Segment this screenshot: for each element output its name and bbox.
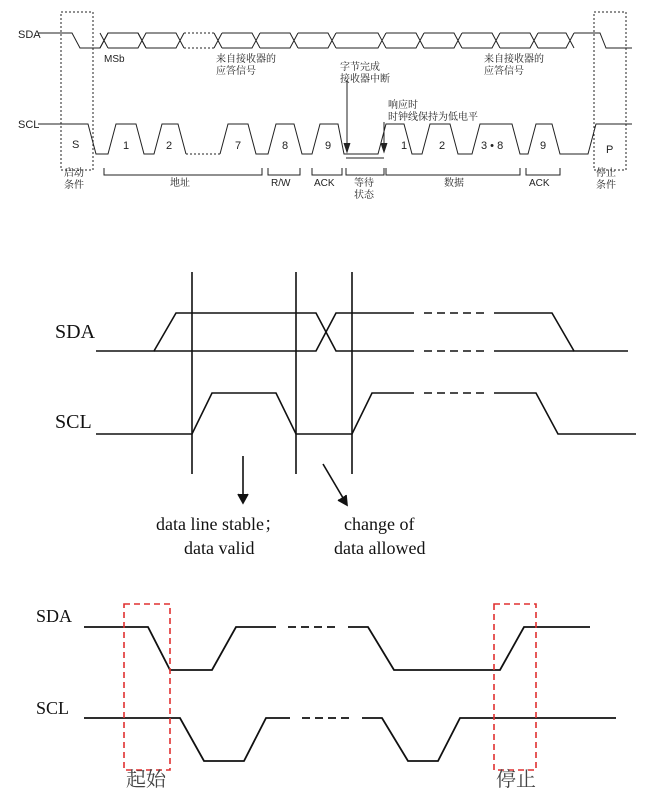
pulse-9b: 9 bbox=[540, 140, 547, 152]
ack-receiver-note-1a: 来自接收器的 bbox=[216, 54, 276, 65]
data-validity-diagram bbox=[96, 272, 636, 505]
pulse-1b: 1 bbox=[401, 140, 408, 152]
sda-waveform-2 bbox=[96, 313, 628, 351]
stop-label: 停止 bbox=[496, 767, 536, 791]
stop-condition-label-b: 条件 bbox=[596, 180, 616, 191]
start-symbol: S bbox=[72, 139, 80, 151]
pulse-7: 7 bbox=[235, 140, 242, 152]
change-note-b: data allowed bbox=[334, 538, 426, 558]
wait-state-label-b: 状态 bbox=[354, 190, 374, 201]
ack-receiver-note-2b: 应答信号 bbox=[484, 66, 524, 77]
diagram2-text bbox=[55, 321, 425, 558]
scl-label-2: SCL bbox=[55, 411, 92, 433]
byte-complete-note-a: 字节完成 bbox=[340, 62, 380, 73]
ack-label-1: ACK bbox=[314, 178, 335, 189]
scl-label-1: SCL bbox=[18, 119, 40, 131]
pulse-1: 1 bbox=[123, 140, 130, 152]
change-arrow bbox=[323, 464, 346, 503]
stop-condition-label-a: 停止 bbox=[596, 168, 616, 179]
ack-label-2: ACK bbox=[529, 178, 550, 189]
change-note-a: change of bbox=[344, 514, 415, 534]
pulse-2: 2 bbox=[166, 140, 173, 152]
start-condition-label-b: 条件 bbox=[64, 180, 84, 191]
annotation-arrows bbox=[344, 80, 387, 152]
ack-receiver-note-1b: 应答信号 bbox=[216, 66, 256, 77]
stable-note-a: data line stable； bbox=[156, 514, 282, 534]
wait-state-label-a: 等待 bbox=[354, 178, 374, 189]
bracket-lines bbox=[104, 158, 560, 175]
data-label: 数据 bbox=[444, 178, 464, 189]
sda-waveform-3 bbox=[84, 627, 590, 670]
start-label: 起始 bbox=[126, 767, 166, 791]
scl-waveform-2 bbox=[96, 393, 636, 434]
sda-label-1: SDA bbox=[18, 29, 41, 41]
stable-note-b: data valid bbox=[184, 538, 255, 558]
clock-held-note-b: 时钟线保持为低电平 bbox=[388, 112, 478, 123]
pulse-2b: 2 bbox=[439, 140, 446, 152]
pulse-8: 8 bbox=[282, 140, 289, 152]
diagram3-text bbox=[36, 606, 536, 791]
stop-highlight-box bbox=[494, 604, 536, 770]
rw-label: R/W bbox=[271, 178, 291, 189]
sda-label-3: SDA bbox=[36, 606, 73, 626]
scl-label-3: SCL bbox=[36, 698, 70, 718]
start-stop-diagram bbox=[84, 604, 616, 770]
sda-label-2: SDA bbox=[55, 321, 96, 343]
byte-complete-note-b: 接收器中断 bbox=[340, 74, 390, 85]
start-highlight-box bbox=[124, 604, 170, 770]
sda-waveform-1 bbox=[38, 33, 632, 48]
pulse-3-8: 3 • 8 bbox=[481, 140, 504, 152]
clock-held-note-a: 响应时 bbox=[388, 100, 418, 111]
start-condition-label-a: 启动 bbox=[64, 168, 84, 179]
stop-symbol: P bbox=[606, 144, 614, 156]
pulse-9a: 9 bbox=[325, 140, 332, 152]
address-label: 地址 bbox=[170, 178, 190, 189]
msb-label: MSb bbox=[104, 54, 125, 65]
ack-receiver-note-2a: 来自接收器的 bbox=[484, 54, 544, 65]
